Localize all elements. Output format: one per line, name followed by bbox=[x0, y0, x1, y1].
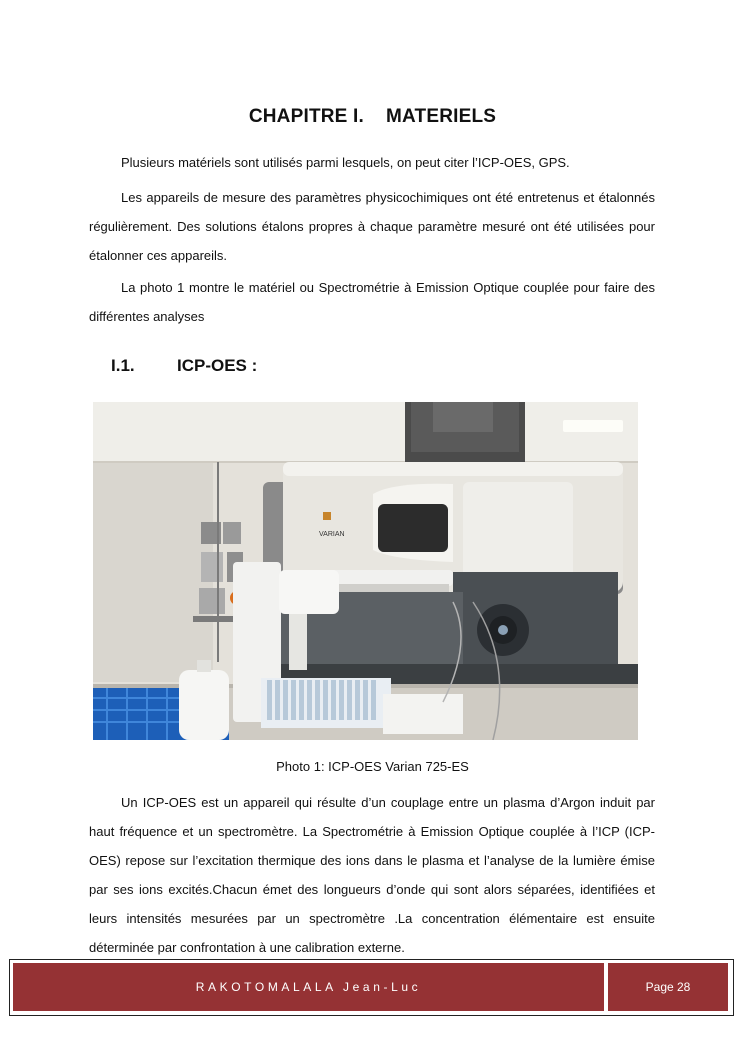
section-title: ICP-OES : bbox=[177, 356, 258, 375]
left-wall bbox=[93, 462, 213, 682]
page-footer bbox=[9, 959, 734, 1016]
rinse-bottle bbox=[179, 660, 229, 740]
paragraph-2: Les appareils de mesure des paramètres physicochimiques ont été entretenus et étalonnés régulièrement. Des solutions étalons propres à chaque paramètre mesuré ont été utilisées pour étalonner ces appareils. bbox=[89, 190, 655, 263]
torch-compartment bbox=[323, 570, 453, 586]
paragraph-4: Un ICP-OES est un appareil qui résulte d’un couplage entre un plasma d’Argon induit par haut fréquence et un spectromètre. La Spectrométrie à Emission Optique couplée à l’ICP (ICP-OES) repose sur l’excitation thermique des ions dans le plasma et l’analyse de la lumière émise par ses ions excités.Chacun émet des longueurs d’onde qui sont alors séparées, identifiées et leurs intensités mesurées par un spectromètre .La concentration élémentaire est ensuite déterminée par confrontation à une calibration externe. bbox=[89, 795, 655, 955]
chapter-name: MATERIELS bbox=[385, 106, 497, 127]
footer-page-number: Page 28 bbox=[608, 963, 728, 1011]
varian-logo bbox=[323, 512, 331, 520]
paragraph-3: La photo 1 montre le matériel ou Spectrométrie à Emission Optique couplée pour faire des différentes analyses bbox=[89, 280, 655, 324]
section-heading bbox=[111, 356, 257, 376]
paragraph-1: Plusieurs matériels sont utilisés parmi lesquels, on peut citer l’ICP-OES, GPS. bbox=[121, 155, 570, 170]
ceiling-lamp bbox=[563, 420, 623, 432]
photo-caption: Photo 1: ICP-OES Varian 725-ES bbox=[276, 759, 469, 774]
varian-brand-label: VARIAN bbox=[319, 531, 345, 538]
icp-oes-photo bbox=[93, 402, 638, 740]
footer-author: RAKOTOMALALA Jean-Luc bbox=[13, 963, 604, 1011]
chapter-title bbox=[0, 106, 745, 128]
chapter-number: CHAPITRE I. bbox=[248, 106, 364, 127]
ceiling bbox=[93, 402, 638, 462]
section-number: I.1. bbox=[111, 356, 135, 375]
torch-window bbox=[378, 504, 448, 552]
icp-oes-illustration bbox=[93, 402, 638, 740]
tube-rack-front bbox=[383, 694, 463, 734]
autosampler-arm bbox=[279, 570, 339, 614]
